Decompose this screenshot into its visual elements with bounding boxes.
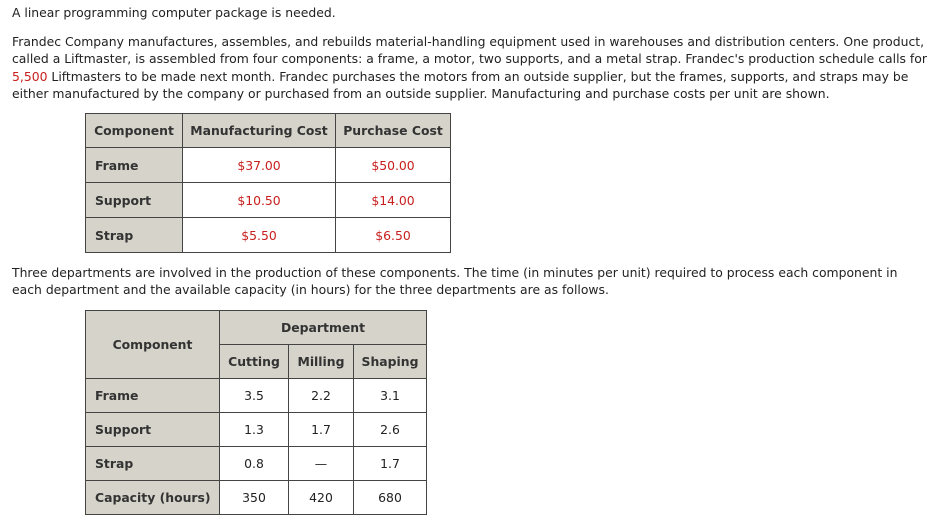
paragraph-text-2: Liftmasters to be made next month. Frandec purchases the motors from an outside supplier, but the frames, supports, and straps may be either manufactured by the company or purchased from an outside supplier. Manufacturing and purchase costs per unit are shown. — [12, 68, 909, 101]
component-label: Support — [86, 183, 183, 218]
time-table-header-row — [86, 311, 427, 345]
department-header: Department — [220, 311, 427, 345]
milling-capacity: 420 — [289, 481, 354, 515]
cost-table-header-row — [86, 114, 451, 148]
dept-header-cutting: Cutting — [220, 345, 289, 379]
table-row — [86, 148, 451, 183]
cost-header-manufacturing: Manufacturing Cost — [183, 114, 336, 148]
table-row — [86, 218, 451, 253]
purchase-cost: $6.50 — [336, 218, 451, 253]
table-row — [86, 481, 427, 515]
cost-header-component: Component — [86, 114, 183, 148]
time-table — [85, 310, 427, 515]
time-header-component: Component — [86, 311, 220, 379]
row-label: Strap — [86, 447, 220, 481]
table-row — [86, 183, 451, 218]
manufacturing-cost: $37.00 — [183, 148, 336, 183]
purchase-cost: $14.00 — [336, 183, 451, 218]
dept-header-shaping: Shaping — [354, 345, 427, 379]
component-label: Strap — [86, 218, 183, 253]
shaping-time: 2.6 — [354, 413, 427, 447]
cutting-time: 3.5 — [220, 379, 289, 413]
milling-time: 1.7 — [289, 413, 354, 447]
table-row — [86, 447, 427, 481]
purchase-cost: $50.00 — [336, 148, 451, 183]
shaping-time: 3.1 — [354, 379, 427, 413]
cost-header-purchase: Purchase Cost — [336, 114, 451, 148]
manufacturing-cost: $10.50 — [183, 183, 336, 218]
production-quantity: 5,500 — [12, 68, 48, 84]
manufacturing-cost: $5.50 — [183, 218, 336, 253]
milling-time: 2.2 — [289, 379, 354, 413]
shaping-capacity: 680 — [354, 481, 427, 515]
paragraph-text-1: Frandec Company manufactures, assembles, and rebuilds material-handling equipment used in warehouses and distribution centers. One product, called a Liftmaster, is assembled from four components: a frame, a motor, two supports, and a metal strap. Frandec's production schedule calls for — [12, 34, 927, 67]
cost-table — [85, 113, 451, 253]
dept-header-milling: Milling — [289, 345, 354, 379]
shaping-time: 1.7 — [354, 447, 427, 481]
cutting-time: 1.3 — [220, 413, 289, 447]
row-label: Frame — [86, 379, 220, 413]
milling-time: — — [289, 447, 354, 481]
departments-paragraph: Three departments are involved in the production of these components. The time (in minutes per unit) required to process each component in each department and the available capacity (in hours) for the three departments are as follows. — [12, 265, 898, 298]
problem-paragraph — [12, 33, 927, 102]
cutting-time: 0.8 — [220, 447, 289, 481]
intro-note: A linear programming computer package is needed. — [12, 5, 336, 20]
row-label: Support — [86, 413, 220, 447]
row-label: Capacity (hours) — [86, 481, 220, 515]
component-label: Frame — [86, 148, 183, 183]
table-row — [86, 413, 427, 447]
table-row — [86, 379, 427, 413]
cutting-capacity: 350 — [220, 481, 289, 515]
